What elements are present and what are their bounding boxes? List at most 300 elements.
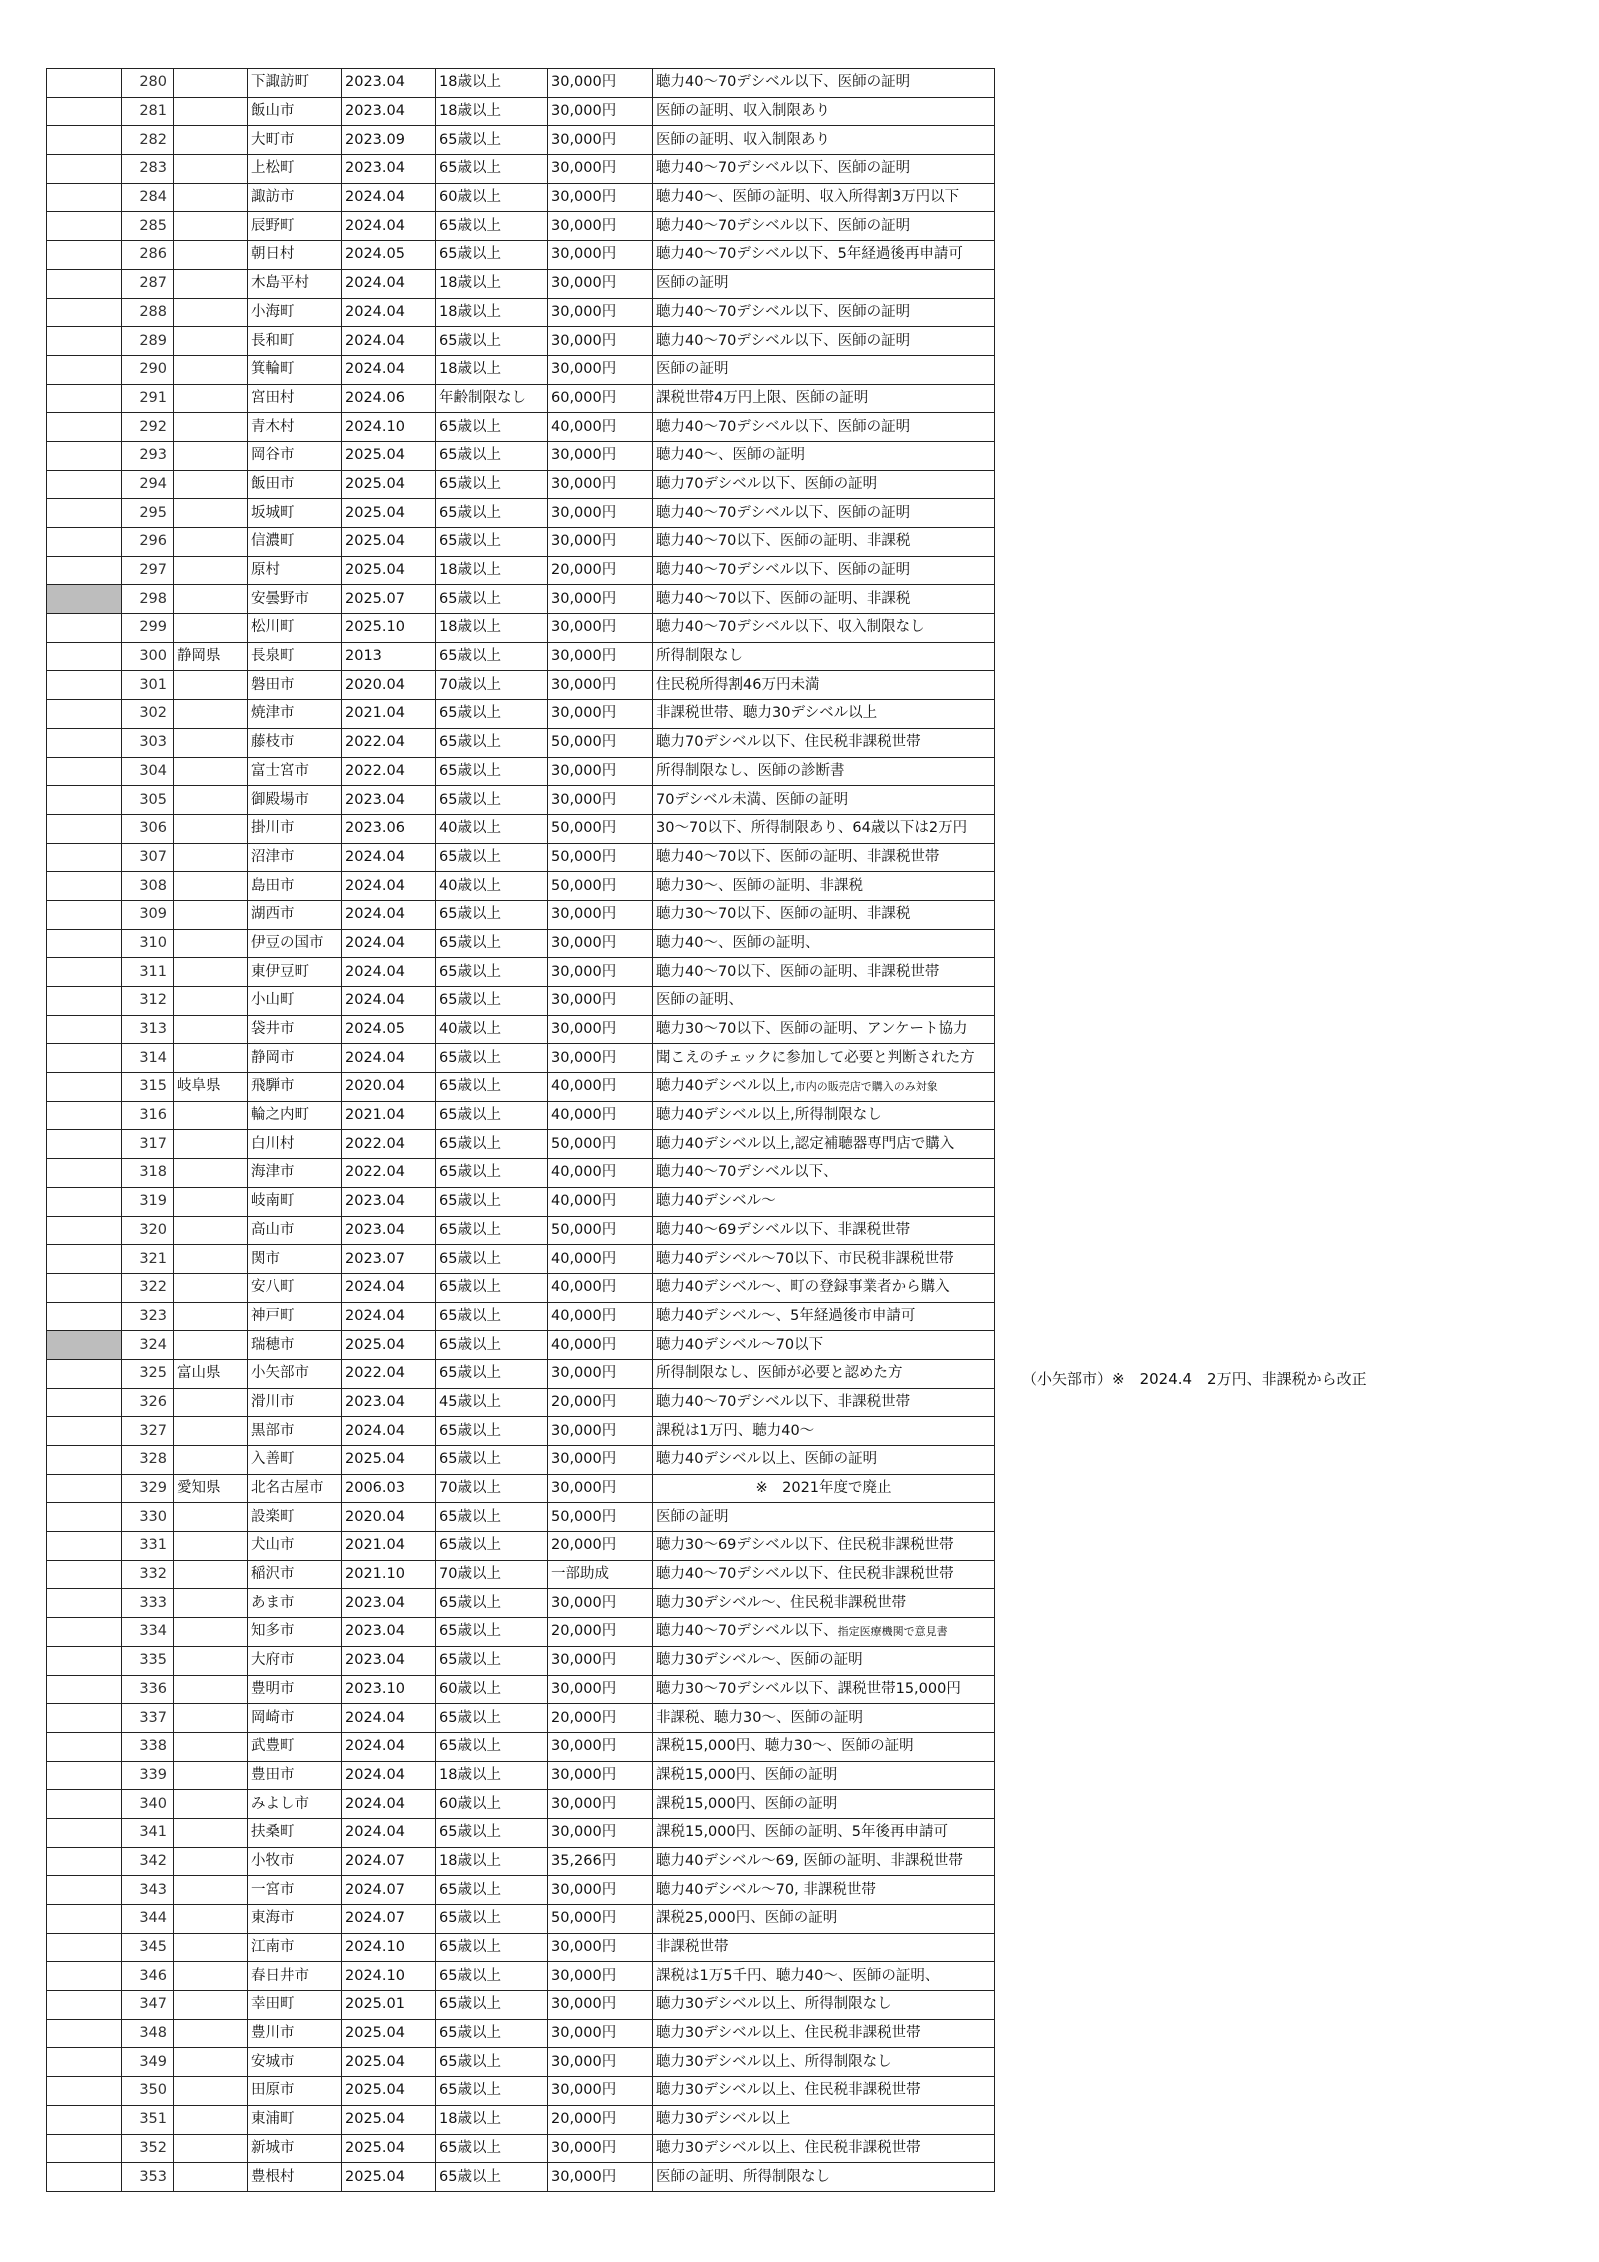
age-requirement-cell: 18歳以上 xyxy=(436,614,548,643)
age-requirement-cell: 65歳以上 xyxy=(436,1876,548,1905)
prefecture-cell xyxy=(174,1618,248,1647)
row-marker-cell xyxy=(47,69,122,98)
table-row xyxy=(47,1359,995,1388)
table-row xyxy=(47,1446,995,1475)
age-requirement-cell: 65歳以上 xyxy=(436,212,548,241)
row-marker-cell xyxy=(47,155,122,184)
municipality-cell: 神戸町 xyxy=(248,1302,342,1331)
row-marker-cell xyxy=(47,1876,122,1905)
start-date-cell: 2023.06 xyxy=(342,814,436,843)
row-marker-cell xyxy=(47,470,122,499)
start-date-cell: 2025.10 xyxy=(342,614,436,643)
conditions-cell: 聴力40～70デシベル以下、 xyxy=(653,1159,995,1188)
row-number-cell: 319 xyxy=(122,1187,174,1216)
row-marker-cell xyxy=(47,1589,122,1618)
prefecture-cell xyxy=(174,1130,248,1159)
conditions-cell: 聴力40～70以下、医師の証明、非課税 xyxy=(653,528,995,557)
municipality-cell: 松川町 xyxy=(248,614,342,643)
prefecture-cell xyxy=(174,269,248,298)
conditions-cell: 聴力30デシベル以上、所得制限なし xyxy=(653,1991,995,2020)
conditions-text: 聴力40～70デシベル以下、 xyxy=(656,1623,838,1640)
age-requirement-cell: 65歳以上 xyxy=(436,757,548,786)
age-requirement-cell: 65歳以上 xyxy=(436,786,548,815)
row-marker-cell xyxy=(47,212,122,241)
table-row xyxy=(47,269,995,298)
row-marker-cell xyxy=(47,1474,122,1503)
start-date-cell: 2024.04 xyxy=(342,327,436,356)
subsidy-amount-cell: 40,000円 xyxy=(548,1302,653,1331)
subsidy-amount-cell: 30,000円 xyxy=(548,958,653,987)
row-marker-cell xyxy=(47,1015,122,1044)
row-number-cell: 288 xyxy=(122,298,174,327)
conditions-small-text: 指定医療機関で意見書 xyxy=(837,1625,948,1639)
start-date-cell: 2025.04 xyxy=(342,2077,436,2106)
age-requirement-cell: 65歳以上 xyxy=(436,441,548,470)
table-row xyxy=(47,728,995,757)
municipality-cell: 北名古屋市 xyxy=(248,1474,342,1503)
conditions-cell: 聴力40デシベル以上,認定補聴器専門店で購入 xyxy=(653,1130,995,1159)
conditions-cell: 聴力40デシベル～ xyxy=(653,1187,995,1216)
subsidy-amount-cell: 20,000円 xyxy=(548,1618,653,1647)
municipality-cell: 豊川市 xyxy=(248,2019,342,2048)
row-number-cell: 342 xyxy=(122,1847,174,1876)
municipality-cell: 海津市 xyxy=(248,1159,342,1188)
row-marker-cell xyxy=(47,1245,122,1274)
subsidy-amount-cell: 40,000円 xyxy=(548,413,653,442)
prefecture-cell xyxy=(174,327,248,356)
table-row xyxy=(47,1589,995,1618)
table-row xyxy=(47,441,995,470)
row-number-cell: 283 xyxy=(122,155,174,184)
row-marker-cell xyxy=(47,269,122,298)
subsidy-amount-cell: 30,000円 xyxy=(548,2019,653,2048)
row-marker-cell xyxy=(47,1388,122,1417)
start-date-cell: 2024.06 xyxy=(342,384,436,413)
age-requirement-cell: 65歳以上 xyxy=(436,2077,548,2106)
subsidy-amount-cell: 50,000円 xyxy=(548,872,653,901)
table-row xyxy=(47,2163,995,2192)
start-date-cell: 2022.04 xyxy=(342,1359,436,1388)
age-requirement-cell: 65歳以上 xyxy=(436,1446,548,1475)
conditions-cell: 聴力30デシベル以上、住民税非課税世帯 xyxy=(653,2019,995,2048)
subsidy-amount-cell: 30,000円 xyxy=(548,499,653,528)
age-requirement-cell: 60歳以上 xyxy=(436,1790,548,1819)
municipality-cell: 宮田村 xyxy=(248,384,342,413)
prefecture-cell xyxy=(174,1876,248,1905)
municipality-cell: 沼津市 xyxy=(248,843,342,872)
start-date-cell: 2024.04 xyxy=(342,1704,436,1733)
age-requirement-cell: 65歳以上 xyxy=(436,1905,548,1934)
row-marker-cell xyxy=(47,585,122,614)
conditions-cell: 医師の証明、所得制限なし xyxy=(653,2163,995,2192)
start-date-cell: 2024.04 xyxy=(342,872,436,901)
conditions-cell: 聴力70デシベル以下、医師の証明 xyxy=(653,470,995,499)
prefecture-cell xyxy=(174,1991,248,2020)
subsidy-amount-cell: 40,000円 xyxy=(548,1245,653,1274)
prefecture-cell xyxy=(174,1216,248,1245)
start-date-cell: 2013 xyxy=(342,642,436,671)
municipality-cell: 豊明市 xyxy=(248,1675,342,1704)
start-date-cell: 2024.04 xyxy=(342,1761,436,1790)
municipality-cell: 一宮市 xyxy=(248,1876,342,1905)
municipality-cell: 知多市 xyxy=(248,1618,342,1647)
subsidy-amount-cell: 30,000円 xyxy=(548,470,653,499)
conditions-cell: ※ 2021年度で廃止 xyxy=(653,1474,995,1503)
start-date-cell: 2025.04 xyxy=(342,470,436,499)
conditions-cell: 聴力40デシベル以上、医師の証明 xyxy=(653,1446,995,1475)
age-requirement-cell: 65歳以上 xyxy=(436,1359,548,1388)
prefecture-cell xyxy=(174,1732,248,1761)
start-date-cell: 2024.04 xyxy=(342,929,436,958)
prefecture-cell xyxy=(174,470,248,499)
age-requirement-cell: 70歳以上 xyxy=(436,1474,548,1503)
start-date-cell: 2023.04 xyxy=(342,69,436,98)
table-row xyxy=(47,1905,995,1934)
row-number-cell: 297 xyxy=(122,556,174,585)
municipality-cell: 磐田市 xyxy=(248,671,342,700)
prefecture-cell xyxy=(174,1187,248,1216)
subsidy-amount-cell: 30,000円 xyxy=(548,355,653,384)
row-marker-cell xyxy=(47,872,122,901)
row-number-cell: 303 xyxy=(122,728,174,757)
prefecture-cell xyxy=(174,1015,248,1044)
table-row xyxy=(47,2019,995,2048)
subsidy-amount-cell: 30,000円 xyxy=(548,327,653,356)
table-row xyxy=(47,1015,995,1044)
subsidy-amount-cell: 30,000円 xyxy=(548,1044,653,1073)
row-marker-cell xyxy=(47,1847,122,1876)
row-marker-cell xyxy=(47,929,122,958)
row-number-cell: 332 xyxy=(122,1560,174,1589)
table-row xyxy=(47,470,995,499)
conditions-cell: 30～70以下、所得制限あり、64歳以下は2万円 xyxy=(653,814,995,843)
municipality-cell: 伊豆の国市 xyxy=(248,929,342,958)
municipality-cell: 白川村 xyxy=(248,1130,342,1159)
municipality-cell: 袋井市 xyxy=(248,1015,342,1044)
table-row xyxy=(47,499,995,528)
subsidy-amount-cell: 50,000円 xyxy=(548,1905,653,1934)
row-number-cell: 282 xyxy=(122,126,174,155)
row-marker-cell xyxy=(47,1130,122,1159)
age-requirement-cell: 65歳以上 xyxy=(436,1503,548,1532)
table-row xyxy=(47,2134,995,2163)
conditions-cell: 聴力70デシベル以下、住民税非課税世帯 xyxy=(653,728,995,757)
prefecture-cell: 愛知県 xyxy=(174,1474,248,1503)
start-date-cell: 2023.07 xyxy=(342,1245,436,1274)
subsidy-amount-cell: 40,000円 xyxy=(548,1159,653,1188)
subsidy-amount-cell: 30,000円 xyxy=(548,2134,653,2163)
subsidy-amount-cell: 30,000円 xyxy=(548,1675,653,1704)
subsidy-table xyxy=(46,68,995,2192)
row-marker-cell xyxy=(47,814,122,843)
row-number-cell: 300 xyxy=(122,642,174,671)
row-marker-cell xyxy=(47,1503,122,1532)
table-row xyxy=(47,1962,995,1991)
age-requirement-cell: 65歳以上 xyxy=(436,1933,548,1962)
prefecture-cell xyxy=(174,69,248,98)
row-marker-cell xyxy=(47,642,122,671)
prefecture-cell: 岐阜県 xyxy=(174,1073,248,1102)
subsidy-amount-cell: 30,000円 xyxy=(548,1962,653,1991)
municipality-cell: 春日井市 xyxy=(248,1962,342,1991)
municipality-cell: 木島平村 xyxy=(248,269,342,298)
age-requirement-cell: 65歳以上 xyxy=(436,1618,548,1647)
table-row xyxy=(47,1187,995,1216)
age-requirement-cell: 65歳以上 xyxy=(436,155,548,184)
conditions-cell: 医師の証明、収入制限あり xyxy=(653,97,995,126)
municipality-cell: 東伊豆町 xyxy=(248,958,342,987)
table-row xyxy=(47,97,995,126)
start-date-cell: 2024.04 xyxy=(342,1044,436,1073)
start-date-cell: 2024.10 xyxy=(342,1962,436,1991)
subsidy-amount-cell: 30,000円 xyxy=(548,614,653,643)
subsidy-amount-cell: 30,000円 xyxy=(548,1732,653,1761)
conditions-cell: 医師の証明 xyxy=(653,1503,995,1532)
prefecture-cell xyxy=(174,413,248,442)
start-date-cell: 2024.04 xyxy=(342,900,436,929)
age-requirement-cell: 65歳以上 xyxy=(436,1818,548,1847)
table-row xyxy=(47,1818,995,1847)
age-requirement-cell: 65歳以上 xyxy=(436,1962,548,1991)
subsidy-amount-cell: 50,000円 xyxy=(548,814,653,843)
age-requirement-cell: 65歳以上 xyxy=(436,958,548,987)
row-marker-cell xyxy=(47,298,122,327)
subsidy-amount-cell: 20,000円 xyxy=(548,2105,653,2134)
row-number-cell: 343 xyxy=(122,1876,174,1905)
age-requirement-cell: 65歳以上 xyxy=(436,1331,548,1360)
start-date-cell: 2023.04 xyxy=(342,1646,436,1675)
conditions-cell: 聴力40～70デシベル以下、医師の証明 xyxy=(653,556,995,585)
subsidy-amount-cell: 30,000円 xyxy=(548,97,653,126)
municipality-cell: 扶桑町 xyxy=(248,1818,342,1847)
conditions-cell: 聴力30デシベル～、医師の証明 xyxy=(653,1646,995,1675)
age-requirement-cell: 65歳以上 xyxy=(436,987,548,1016)
row-number-cell: 285 xyxy=(122,212,174,241)
start-date-cell: 2024.04 xyxy=(342,958,436,987)
start-date-cell: 2024.10 xyxy=(342,1933,436,1962)
start-date-cell: 2023.04 xyxy=(342,97,436,126)
conditions-cell: 聴力30デシベル以上、所得制限なし xyxy=(653,2048,995,2077)
table-row xyxy=(47,671,995,700)
municipality-cell: 安曇野市 xyxy=(248,585,342,614)
table-row xyxy=(47,900,995,929)
municipality-cell: 静岡市 xyxy=(248,1044,342,1073)
prefecture-cell xyxy=(174,97,248,126)
prefecture-cell xyxy=(174,987,248,1016)
age-requirement-cell: 18歳以上 xyxy=(436,269,548,298)
row-number-cell: 289 xyxy=(122,327,174,356)
conditions-cell: 聴力30～70以下、医師の証明、アンケート協力 xyxy=(653,1015,995,1044)
conditions-cell: 所得制限なし、医師が必要と認めた方 xyxy=(653,1359,995,1388)
prefecture-cell xyxy=(174,2134,248,2163)
municipality-cell: 信濃町 xyxy=(248,528,342,557)
age-requirement-cell: 65歳以上 xyxy=(436,528,548,557)
conditions-cell: 聴力40～70以下、医師の証明、非課税世帯 xyxy=(653,958,995,987)
row-number-cell: 322 xyxy=(122,1273,174,1302)
age-requirement-cell: 40歳以上 xyxy=(436,1015,548,1044)
table-row xyxy=(47,355,995,384)
conditions-cell: 非課税、聴力30～、医師の証明 xyxy=(653,1704,995,1733)
age-requirement-cell: 65歳以上 xyxy=(436,2163,548,2192)
prefecture-cell xyxy=(174,757,248,786)
row-marker-cell xyxy=(47,126,122,155)
conditions-cell: 課税25,000円、医師の証明 xyxy=(653,1905,995,1934)
row-number-cell: 296 xyxy=(122,528,174,557)
conditions-cell: 聴力40～、医師の証明 xyxy=(653,441,995,470)
age-requirement-cell: 65歳以上 xyxy=(436,1187,548,1216)
table-row xyxy=(47,1388,995,1417)
start-date-cell: 2021.04 xyxy=(342,700,436,729)
table-row xyxy=(47,1675,995,1704)
age-requirement-cell: 65歳以上 xyxy=(436,642,548,671)
row-number-cell: 351 xyxy=(122,2105,174,2134)
age-requirement-cell: 65歳以上 xyxy=(436,1589,548,1618)
age-requirement-cell: 60歳以上 xyxy=(436,1675,548,1704)
municipality-cell: 東浦町 xyxy=(248,2105,342,2134)
age-requirement-cell: 65歳以上 xyxy=(436,1732,548,1761)
start-date-cell: 2023.04 xyxy=(342,1187,436,1216)
conditions-cell: 非課税世帯 xyxy=(653,1933,995,1962)
row-number-cell: 317 xyxy=(122,1130,174,1159)
prefecture-cell xyxy=(174,441,248,470)
row-marker-cell xyxy=(47,2134,122,2163)
row-number-cell: 305 xyxy=(122,786,174,815)
row-number-cell: 333 xyxy=(122,1589,174,1618)
table-row xyxy=(47,1646,995,1675)
age-requirement-cell: 65歳以上 xyxy=(436,1130,548,1159)
prefecture-cell xyxy=(174,1905,248,1934)
age-requirement-cell: 65歳以上 xyxy=(436,1101,548,1130)
row-number-cell: 341 xyxy=(122,1818,174,1847)
table-row xyxy=(47,700,995,729)
subsidy-amount-cell: 20,000円 xyxy=(548,1704,653,1733)
conditions-cell: 聴力40デシベル～、町の登録事業者から購入 xyxy=(653,1273,995,1302)
row-number-cell: 301 xyxy=(122,671,174,700)
age-requirement-cell: 65歳以上 xyxy=(436,728,548,757)
conditions-cell: 課税は1万5千円、聴力40～、医師の証明、 xyxy=(653,1962,995,1991)
start-date-cell: 2020.04 xyxy=(342,1503,436,1532)
row-number-cell: 327 xyxy=(122,1417,174,1446)
prefecture-cell xyxy=(174,2048,248,2077)
start-date-cell: 2022.04 xyxy=(342,757,436,786)
row-marker-cell xyxy=(47,1704,122,1733)
conditions-cell: 聴力40デシベル～70以下、市民税非課税世帯 xyxy=(653,1245,995,1274)
age-requirement-cell: 65歳以上 xyxy=(436,2019,548,2048)
start-date-cell: 2023.09 xyxy=(342,126,436,155)
prefecture-cell xyxy=(174,1417,248,1446)
municipality-cell: 東海市 xyxy=(248,1905,342,1934)
prefecture-cell xyxy=(174,1245,248,1274)
table-row xyxy=(47,958,995,987)
row-marker-cell xyxy=(47,528,122,557)
conditions-cell: 聴力40～70以下、医師の証明、非課税世帯 xyxy=(653,843,995,872)
subsidy-amount-cell: 一部助成 xyxy=(548,1560,653,1589)
age-requirement-cell: 65歳以上 xyxy=(436,843,548,872)
table-row xyxy=(47,2048,995,2077)
start-date-cell: 2024.05 xyxy=(342,241,436,270)
subsidy-amount-cell: 30,000円 xyxy=(548,241,653,270)
prefecture-cell xyxy=(174,2105,248,2134)
conditions-cell: 聴力40～70デシベル以下、医師の証明 xyxy=(653,413,995,442)
row-number-cell: 324 xyxy=(122,1331,174,1360)
municipality-cell: 高山市 xyxy=(248,1216,342,1245)
municipality-cell: 滑川市 xyxy=(248,1388,342,1417)
prefecture-cell xyxy=(174,1101,248,1130)
prefecture-cell xyxy=(174,700,248,729)
table-row xyxy=(47,212,995,241)
row-number-cell: 326 xyxy=(122,1388,174,1417)
prefecture-cell xyxy=(174,2077,248,2106)
row-marker-cell xyxy=(47,97,122,126)
table-row xyxy=(47,1273,995,1302)
municipality-cell: 安城市 xyxy=(248,2048,342,2077)
row-number-cell: 325 xyxy=(122,1359,174,1388)
start-date-cell: 2023.04 xyxy=(342,1589,436,1618)
prefecture-cell xyxy=(174,556,248,585)
subsidy-amount-cell: 30,000円 xyxy=(548,155,653,184)
row-number-cell: 329 xyxy=(122,1474,174,1503)
table-row xyxy=(47,1044,995,1073)
age-requirement-cell: 65歳以上 xyxy=(436,1159,548,1188)
row-number-cell: 292 xyxy=(122,413,174,442)
prefecture-cell xyxy=(174,1446,248,1475)
table-row xyxy=(47,1761,995,1790)
conditions-cell: 所得制限なし、医師の診断書 xyxy=(653,757,995,786)
subsidy-amount-cell: 30,000円 xyxy=(548,671,653,700)
conditions-cell: 聴力40～70デシベル以下、非課税世帯 xyxy=(653,1388,995,1417)
conditions-cell: 聴力40～、医師の証明、収入所得割3万円以下 xyxy=(653,183,995,212)
prefecture-cell xyxy=(174,843,248,872)
row-marker-cell xyxy=(47,1359,122,1388)
age-requirement-cell: 45歳以上 xyxy=(436,1388,548,1417)
table-row xyxy=(47,1847,995,1876)
row-marker-cell xyxy=(47,728,122,757)
table-row xyxy=(47,241,995,270)
municipality-cell: 飯田市 xyxy=(248,470,342,499)
municipality-cell: 豊根村 xyxy=(248,2163,342,2192)
municipality-cell: 幸田町 xyxy=(248,1991,342,2020)
prefecture-cell xyxy=(174,671,248,700)
row-number-cell: 345 xyxy=(122,1933,174,1962)
subsidy-amount-cell: 50,000円 xyxy=(548,1130,653,1159)
table-row xyxy=(47,126,995,155)
municipality-cell: 犬山市 xyxy=(248,1532,342,1561)
subsidy-amount-cell: 30,000円 xyxy=(548,69,653,98)
subsidy-amount-cell: 30,000円 xyxy=(548,987,653,1016)
row-number-cell: 280 xyxy=(122,69,174,98)
row-marker-cell xyxy=(47,1187,122,1216)
age-requirement-cell: 65歳以上 xyxy=(436,1302,548,1331)
table-row xyxy=(47,1216,995,1245)
municipality-cell: 藤枝市 xyxy=(248,728,342,757)
row-marker-cell xyxy=(47,2163,122,2192)
subsidy-amount-cell: 30,000円 xyxy=(548,183,653,212)
row-marker-cell xyxy=(47,1159,122,1188)
start-date-cell: 2024.04 xyxy=(342,1417,436,1446)
conditions-cell: 聴力40～、医師の証明、 xyxy=(653,929,995,958)
age-requirement-cell: 65歳以上 xyxy=(436,1991,548,2020)
age-requirement-cell: 18歳以上 xyxy=(436,97,548,126)
municipality-cell: 田原市 xyxy=(248,2077,342,2106)
table-row xyxy=(47,1618,995,1647)
table-row xyxy=(47,1503,995,1532)
start-date-cell: 2025.01 xyxy=(342,1991,436,2020)
row-number-cell: 340 xyxy=(122,1790,174,1819)
subsidy-amount-cell: 30,000円 xyxy=(548,1589,653,1618)
subsidy-amount-cell: 30,000円 xyxy=(548,1474,653,1503)
conditions-cell: 課税世帯4万円上限、医師の証明 xyxy=(653,384,995,413)
municipality-cell: 富士宮市 xyxy=(248,757,342,786)
